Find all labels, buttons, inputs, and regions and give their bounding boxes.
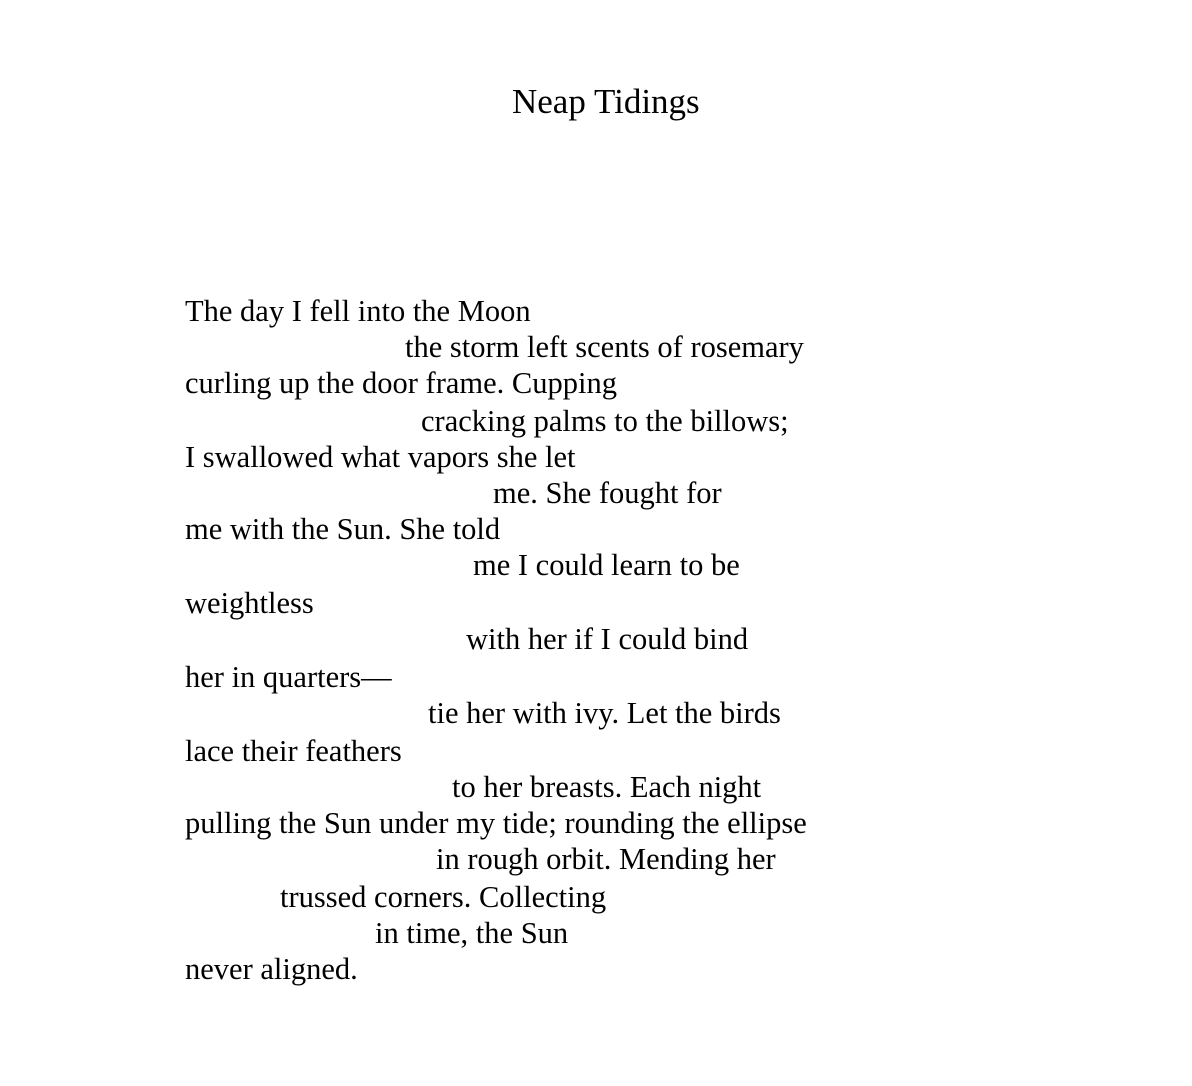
poem-line: me I could learn to be — [473, 548, 740, 582]
poem-line: with her if I could bind — [466, 622, 749, 656]
poem-title: Neap Tidings — [512, 82, 700, 121]
poem-line: weightless — [185, 586, 314, 620]
poem-line: in rough orbit. Mending her — [436, 842, 776, 876]
poem-line: to her breasts. Each night — [452, 770, 762, 804]
poem-line: lace their feathers — [185, 734, 402, 768]
poem-line: cracking palms to the billows; — [421, 404, 789, 438]
poem-line: in time, the Sun — [375, 916, 569, 950]
poem-line: her in quarters— — [185, 660, 392, 694]
poem-line: never aligned. — [185, 952, 358, 986]
poem-line: me. She fought for — [493, 476, 722, 510]
poem-line: tie her with ivy. Let the birds — [428, 696, 781, 730]
poem-line: the storm left scents of rosemary — [405, 330, 804, 364]
poem-line: me with the Sun. She told — [185, 512, 501, 546]
poem-line: The day I fell into the Moon — [185, 294, 531, 328]
poem-line: I swallowed what vapors she let — [185, 440, 576, 474]
poem-line: pulling the Sun under my tide; rounding the ellipse — [185, 806, 807, 840]
poem-line: trussed corners. Collecting — [280, 880, 607, 914]
poem-line: curling up the door frame. Cupping — [185, 366, 617, 400]
